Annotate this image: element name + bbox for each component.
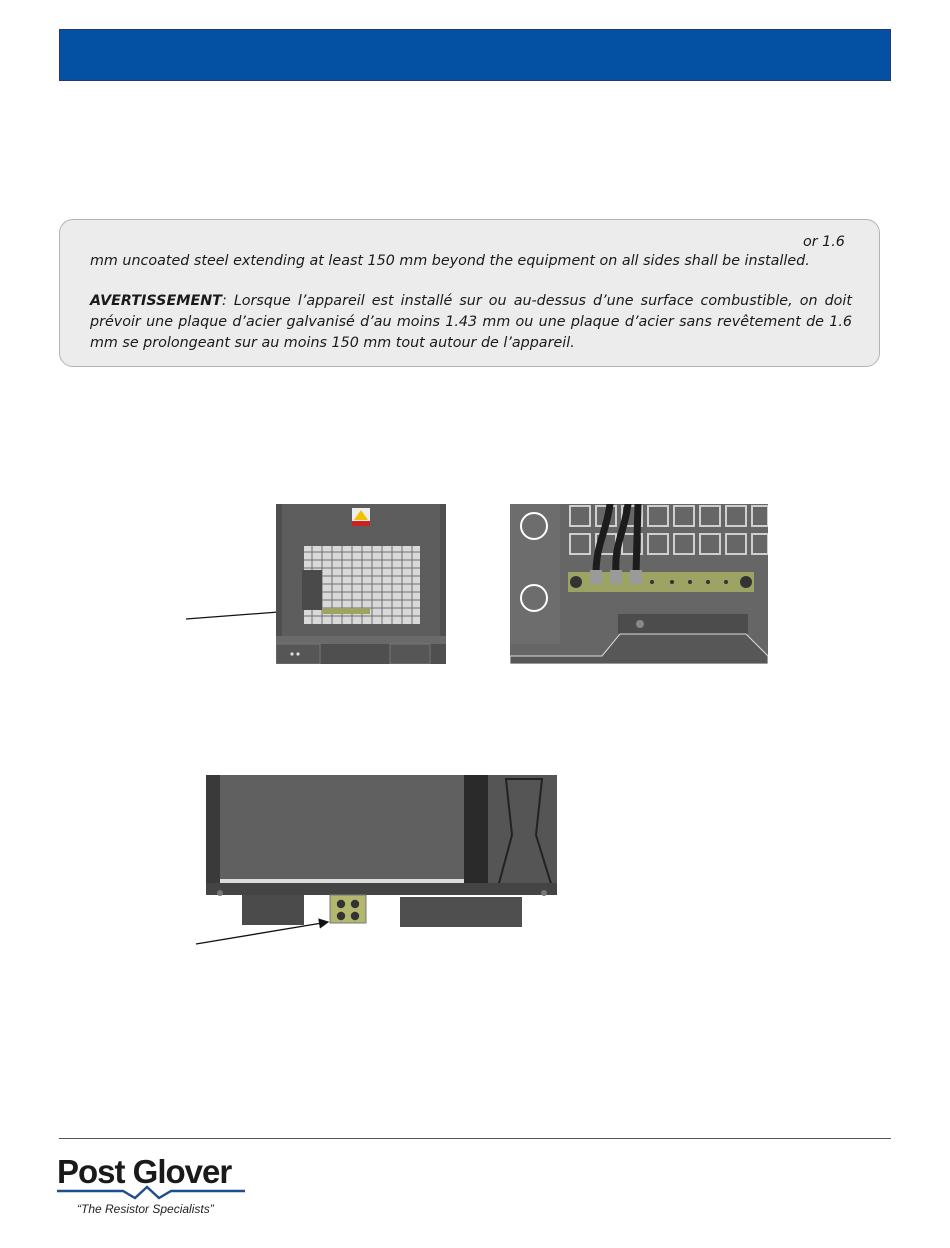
- warning-english-fragment: or 1.6: [803, 234, 845, 250]
- figure-cabinet-front: [276, 504, 446, 664]
- figure-bus-bar-detail: [510, 504, 768, 664]
- logo-tagline: “The Resistor Specialists”: [77, 1202, 214, 1216]
- warning-french-text: : Lorsque l’appareil est installé sur ou au-dessus d’une surface combustible, on doit prévoir une plaque d’acier galvanisé d’au moins 1.43 mm ou une plaque d’acier sans revêtement de 1.6 mm se prolongeant sur au moins 150 mm tout autour de l’appareil.: [90, 293, 852, 351]
- figure-cabinet-bottom: [206, 775, 557, 929]
- post-glover-logo: [55, 1153, 255, 1223]
- footer-divider: [59, 1138, 891, 1139]
- warning-english-line: mm uncoated steel extending at least 150 mm beyond the equipment on all sides shall be installed.: [90, 253, 810, 269]
- warning-french-label: AVERTISSEMENT: [90, 293, 222, 309]
- logo-swoosh-icon: [55, 1185, 247, 1201]
- logo-brand-name: Post Glover: [57, 1153, 232, 1190]
